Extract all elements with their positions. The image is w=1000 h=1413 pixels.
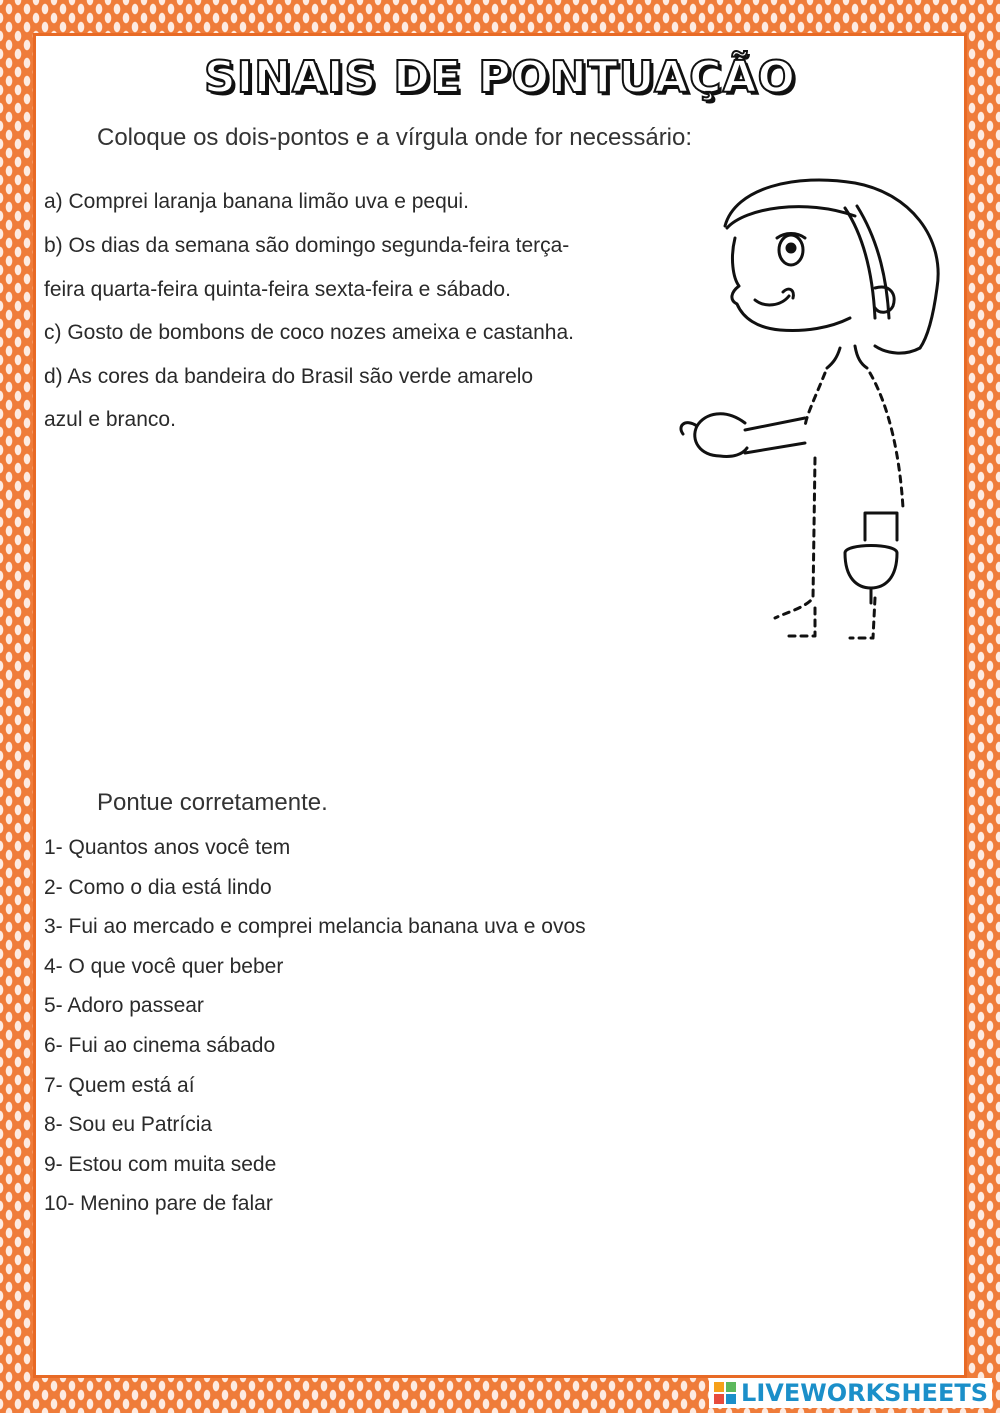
section2-line: 6- Fui ao cinema sábado (44, 1034, 276, 1057)
liveworksheets-logo-icon (713, 1381, 737, 1405)
section2-line: 5- Adoro passear (44, 994, 204, 1017)
section2-line: 7- Quem está aí (44, 1074, 195, 1097)
section1-line: c) Gosto de bombons de coco nozes ameixa e castanha. (44, 321, 574, 344)
section1-line: d) As cores da bandeira do Brasil são verde amarelo (44, 365, 534, 388)
section1-line: b) Os dias da semana são domingo segunda-feira terça- (44, 234, 570, 257)
section2-line: 4- O que você quer beber (44, 955, 284, 978)
section2-line: 1- Quantos anos você tem (44, 836, 291, 859)
section2-line: 2- Como o dia está lindo (44, 876, 272, 899)
section2-line: 9- Estou com muita sede (44, 1153, 277, 1176)
section1-line: azul e branco. (44, 408, 176, 431)
section1-instruction: Coloque os dois-pontos e a vírgula onde for necessário: (97, 124, 693, 151)
section2-line: 8- Sou eu Patrícia (44, 1113, 213, 1136)
page-title: SINAIS DE PONTUAÇÃO (204, 52, 796, 103)
brand-name: LIVEWORKSHEETS (741, 1379, 988, 1407)
section2-line: 10- Menino pare de falar (44, 1192, 273, 1215)
section2-line: 3- Fui ao mercado e comprei melancia banana uva e ovos (44, 915, 586, 938)
section1-line: feira quarta-feira quinta-feira sexta-feira e sábado. (44, 278, 511, 301)
section2-instruction: Pontue corretamente. (97, 789, 328, 816)
liveworksheets-brand[interactable] (709, 1378, 992, 1408)
section1-line: a) Comprei laranja banana limão uva e pequi. (44, 190, 469, 213)
girl-drawing-icon (665, 168, 945, 648)
